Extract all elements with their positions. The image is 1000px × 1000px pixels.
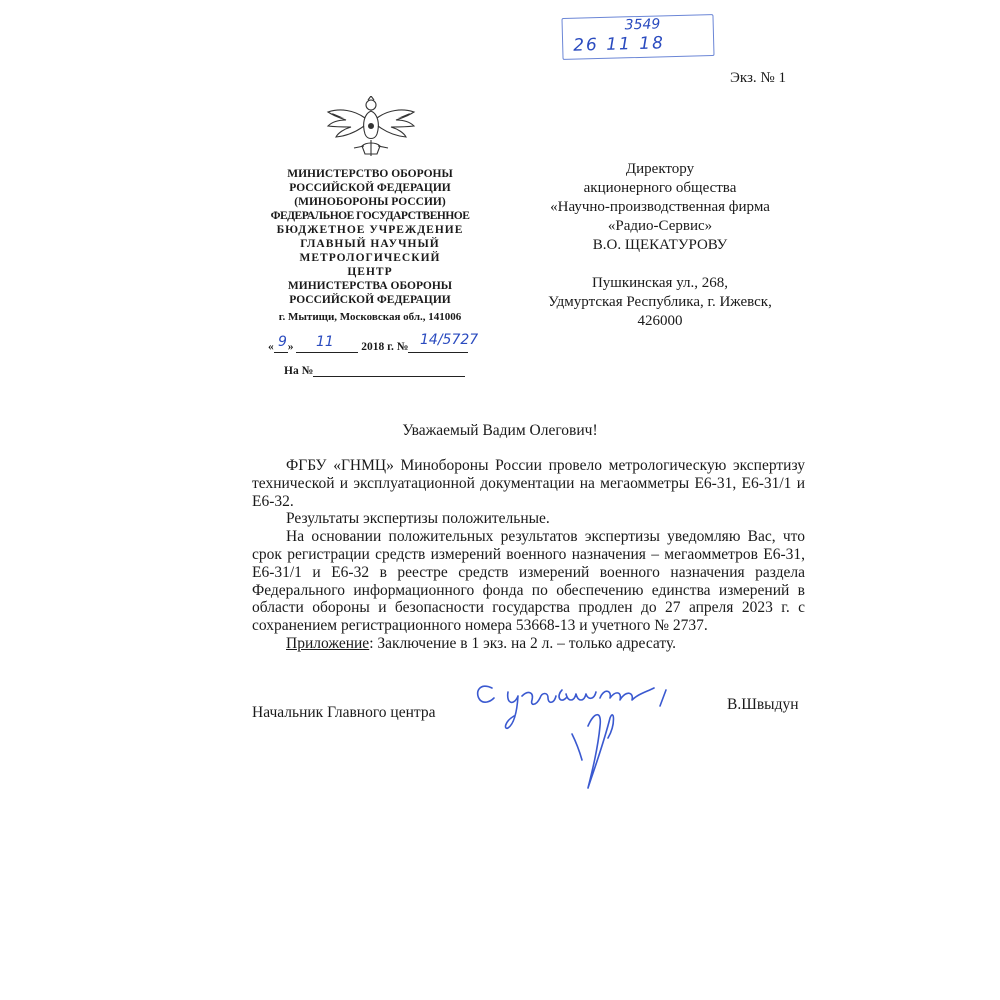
- signatory-name: В.Швыдун: [727, 696, 799, 713]
- org-line: РОССИЙСКОЙ ФЕДЕРАЦИИ: [289, 182, 451, 194]
- attachment-paragraph: [252, 635, 805, 653]
- copy-number: Экз. № 1: [730, 70, 786, 86]
- org-line: РОССИЙСКОЙ ФЕДЕРАЦИИ: [289, 294, 451, 306]
- eagle-emblem-icon: [324, 96, 418, 160]
- org-line: ГЛАВНЫЙ НАУЧНЫЙ: [300, 238, 440, 250]
- addressee-address-line: Пушкинская ул., 268,: [591, 275, 729, 291]
- year-label: 2018 г. №: [361, 341, 409, 353]
- date-open-quote: «: [268, 341, 274, 353]
- org-line: МИНИСТЕРСТВО ОБОРОНЫ: [287, 168, 453, 180]
- addressee-line: «Радио-Сервис»: [607, 218, 713, 234]
- body-paragraph: На основании положительных результатов экспертизы уведомляю Вас, что срок регистрации средств измерений военного назначения – мегаомметров Е6-31, Е6-31/1 и Е6-32 в реестре средств измерений военного назначения раздела Федерального информационного фонда по обеспечению единства измерений в области обороны и безопасности государства продлен до 27 апреля 2023 г. с сохранением регистрационного номера 53668-13 и учетного № 2737.: [252, 528, 805, 635]
- handwritten-signature: [470, 668, 710, 818]
- signatory-position: Начальник Главного центра: [252, 704, 436, 721]
- addressee-line: акционерного общества: [583, 180, 737, 196]
- org-line: (МИНОБОРОНЫ РОССИИ): [294, 196, 446, 208]
- addressee-block: [530, 160, 790, 331]
- addressee-address-line: 426000: [637, 313, 683, 329]
- incoming-stamp: [561, 14, 714, 60]
- org-line: ЦЕНТР: [347, 266, 393, 278]
- sender-organization: [250, 167, 490, 324]
- org-line: МИНИСТЕРСТВА ОБОРОНЫ: [287, 280, 453, 292]
- attachment-label: Приложение: [286, 634, 370, 652]
- org-line: БЮДЖЕТНОЕ УЧРЕЖДЕНИЕ: [276, 224, 464, 236]
- addressee-line: Директору: [625, 161, 695, 177]
- letter-body: [252, 457, 805, 653]
- org-address: г. Мытищи, Московская обл., 141006: [278, 311, 462, 323]
- body-paragraph: Результаты экспертизы положительные.: [286, 510, 550, 528]
- org-line: ФЕДЕРАЛЬНОЕ ГОСУДАРСТВЕННОЕ: [270, 210, 470, 222]
- reference-label: На №: [284, 365, 314, 377]
- outgoing-registration: [268, 332, 488, 380]
- body-paragraph: ФГБУ «ГНМЦ» Минобороны России провело метрологическую экспертизу технической и эксплуатационной документации на мегаомметры Е6-31, Е6-31/1 и Е6-32.: [252, 457, 805, 510]
- addressee-address-line: Удмуртская Республика, г. Ижевск,: [548, 294, 772, 310]
- org-line: МЕТРОЛОГИЧЕСКИЙ: [299, 252, 441, 264]
- addressee-line: «Научно-производственная фирма: [550, 199, 770, 215]
- addressee-line: В.О. ЩЕКАТУРОВУ: [592, 237, 728, 253]
- attachment-text: : Заключение в 1 экз. на 2 л. – только адресату.: [369, 634, 677, 652]
- stamp-number: 3549: [624, 16, 661, 34]
- outgoing-number: 14/5727: [420, 332, 479, 348]
- date-close-quote: »: [287, 341, 294, 353]
- date-day: 9: [278, 334, 287, 350]
- stamp-date: 26 11 18: [572, 33, 666, 56]
- salutation: Уважаемый Вадим Олегович!: [402, 422, 598, 439]
- date-month: 11: [316, 334, 334, 350]
